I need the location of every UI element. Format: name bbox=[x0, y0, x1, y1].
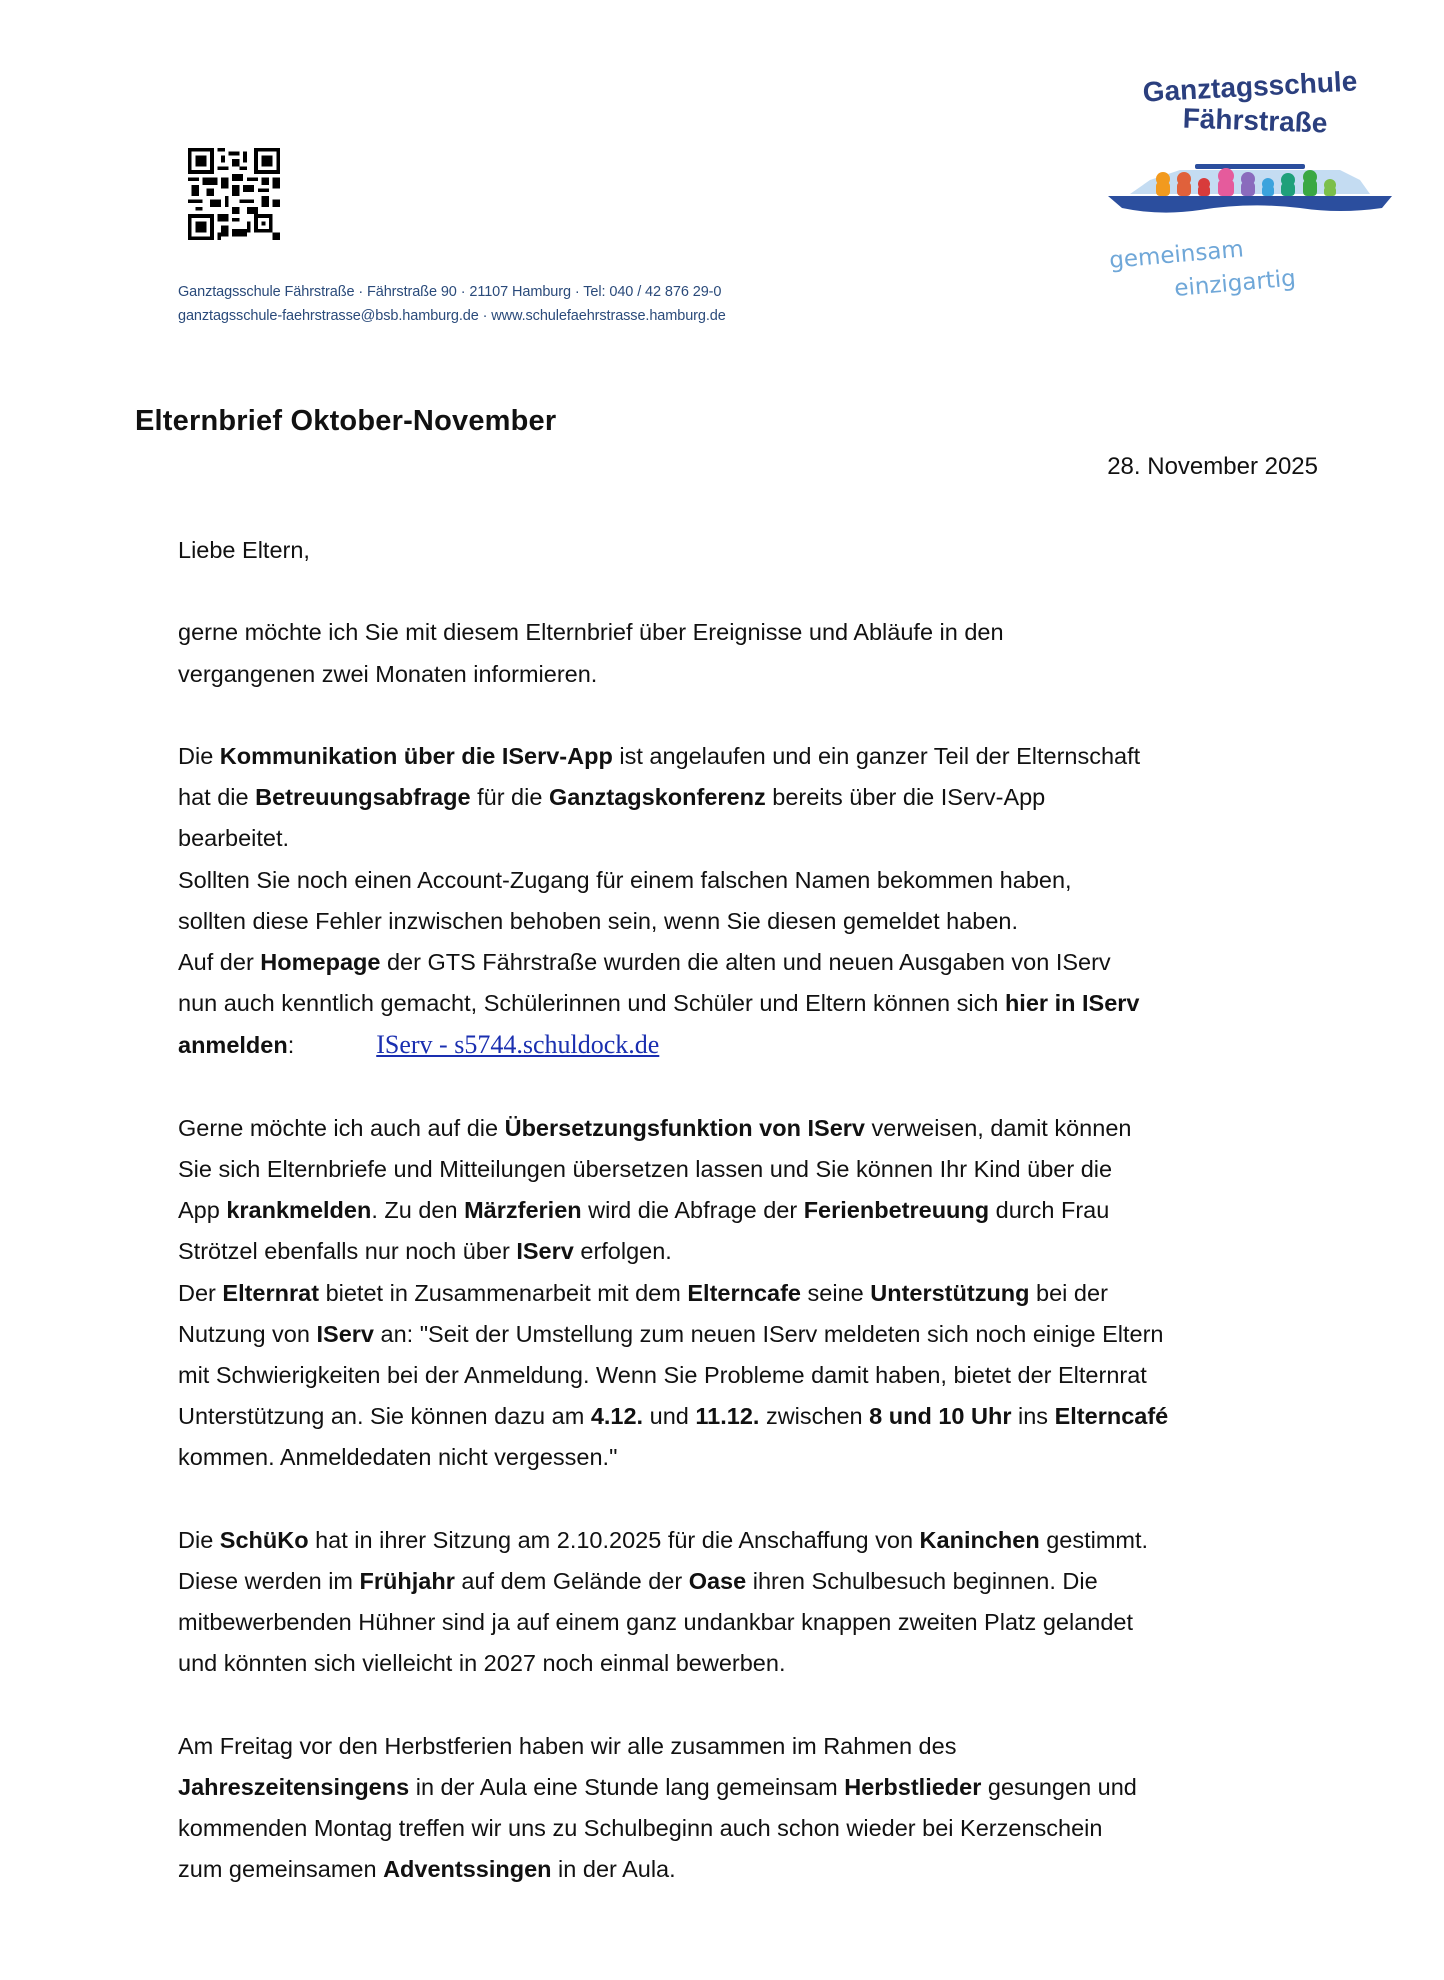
iserv-login-link[interactable]: IServ - s5744.schuldock.de bbox=[376, 1030, 660, 1060]
body-text bbox=[178, 1273, 1328, 1314]
body-text: Sollten Sie noch einen Account-Zugang für einem falschen Namen bekommen haben, bbox=[178, 866, 1072, 893]
bold-text: 8 und 10 Uhr bbox=[869, 1403, 1012, 1430]
body-text: seine bbox=[801, 1279, 871, 1306]
letter-date: 28. November 2025 bbox=[1107, 453, 1318, 480]
body-text: hat die bbox=[178, 784, 256, 811]
body-text bbox=[178, 1396, 1328, 1437]
body-text: ist angelaufen und ein ganzer Teil der Elternschaft bbox=[612, 742, 1141, 769]
svg-text:Fährstraße: Fährstraße bbox=[1182, 102, 1328, 139]
body-text: bietet in Zusammenarbeit mit dem bbox=[319, 1279, 688, 1306]
body-text bbox=[178, 1849, 1328, 1890]
body-text: an: "Seit der Umstellung zum neuen IServ meldeten sich noch einige Eltern bbox=[373, 1320, 1164, 1347]
body-text: Auf der bbox=[178, 949, 261, 975]
svg-text:einzigartig: einzigartig bbox=[1173, 265, 1297, 302]
bold-text: Betreuungsabfrage bbox=[255, 784, 471, 811]
body-text: Unterstützung an. Sie können dazu am bbox=[178, 1403, 591, 1430]
body-text: Am Freitag vor den Herbstferien haben wir alle zusammen im Rahmen des bbox=[178, 1732, 957, 1759]
body-text bbox=[178, 736, 1328, 777]
body-text bbox=[178, 777, 1328, 818]
body-text: erfolgen. bbox=[573, 1238, 672, 1265]
paragraph-iserv bbox=[178, 736, 1328, 1067]
bold-text: Märzferien bbox=[464, 1197, 582, 1224]
body-text bbox=[178, 1314, 1328, 1355]
body-text: bereits über die IServ-App bbox=[765, 784, 1046, 811]
body-text: gestimmt. bbox=[1039, 1526, 1149, 1553]
body-text: . Zu den bbox=[371, 1197, 465, 1224]
bold-text: anmelden bbox=[178, 1032, 288, 1059]
bold-text: IServ bbox=[316, 1320, 374, 1347]
bold-text: Jahreszeitensingens bbox=[178, 1774, 410, 1801]
body-text: in der Aula eine Stunde lang gemeinsam bbox=[409, 1774, 845, 1801]
body-text bbox=[178, 1520, 1328, 1561]
school-logo-icon bbox=[1100, 58, 1400, 318]
bold-text: Unterstützung bbox=[870, 1279, 1030, 1306]
bold-text: krankmelden bbox=[226, 1197, 372, 1224]
body-text: ins bbox=[1011, 1403, 1055, 1430]
body-text: in der Aula. bbox=[551, 1856, 676, 1883]
body-text: : bbox=[287, 1032, 295, 1059]
bold-text: Oase bbox=[688, 1568, 747, 1595]
bold-text: Homepage bbox=[260, 949, 381, 975]
svg-text:gemeinsam: gemeinsam bbox=[1108, 236, 1245, 274]
body-text: App bbox=[178, 1197, 227, 1224]
paragraph-singing bbox=[178, 1726, 1328, 1891]
paragraph-translation bbox=[178, 1108, 1328, 1479]
body-text: wird die Abfrage der bbox=[581, 1197, 804, 1224]
body-text: der GTS Fährstraße wurden die alten und neuen Ausgaben von IServ bbox=[380, 949, 1111, 975]
bold-text: Frühjahr bbox=[359, 1568, 455, 1595]
body-text: und könnten sich vielleicht in 2027 noch einmal bewerben. bbox=[178, 1650, 786, 1677]
body-text bbox=[178, 1561, 1328, 1602]
body-text: ihren Schulbesuch beginnen. Die bbox=[746, 1568, 1098, 1595]
paragraph-intro bbox=[178, 612, 1328, 694]
bold-text: Ganztagskonferenz bbox=[548, 784, 766, 811]
salutation: Liebe Eltern, bbox=[178, 537, 310, 563]
body-text: gerne möchte ich Sie mit diesem Elternbrief über Ereignisse und Abläufe in den bbox=[178, 619, 1004, 646]
bold-text: Übersetzungsfunktion von IServ bbox=[504, 1114, 865, 1141]
bold-text: Elterncafé bbox=[1054, 1403, 1169, 1430]
body-text: mitbewerbenden Hühner sind ja auf einem ganz undankbar knappen zweiten Platz gelandet bbox=[178, 1609, 1133, 1636]
body-text: gesungen und bbox=[981, 1774, 1137, 1801]
bold-text: SchüKo bbox=[219, 1526, 309, 1553]
paragraph-schueko bbox=[178, 1520, 1328, 1685]
body-text: Sie sich Elternbriefe und Mitteilungen übersetzen lassen und Sie können Ihr Kind über die bbox=[178, 1156, 1113, 1182]
body-text: zum gemeinsamen bbox=[178, 1856, 384, 1883]
bold-text: Adventssingen bbox=[383, 1856, 552, 1883]
body-text: für die bbox=[470, 784, 549, 811]
body-text bbox=[178, 983, 1328, 1024]
body-text bbox=[178, 1024, 1328, 1066]
body-text: Nutzung von bbox=[178, 1320, 317, 1347]
body-text: kommen. Anmeldedaten nicht vergessen." bbox=[178, 1444, 618, 1471]
body-text: vergangenen zwei Monaten informieren. bbox=[178, 660, 598, 687]
body-text bbox=[178, 942, 1328, 983]
body-text: Gerne möchte ich auch auf die bbox=[178, 1114, 505, 1141]
body-text: Der bbox=[178, 1279, 223, 1306]
body-text: kommenden Montag treffen wir uns zu Schulbeginn auch schon wieder bei Kerzenschein bbox=[178, 1815, 1103, 1842]
bold-text: Ferienbetreuung bbox=[803, 1197, 990, 1224]
body-text bbox=[178, 1231, 1328, 1272]
body-text: bei der bbox=[1029, 1279, 1108, 1306]
body-text: sollten diese Fehler inzwischen behoben sein, wenn Sie diesen gemeldet haben. bbox=[178, 907, 1019, 934]
bold-text: 4.12. bbox=[590, 1403, 644, 1430]
letter-body bbox=[178, 530, 1328, 1891]
body-text: und bbox=[643, 1403, 696, 1430]
page-title: Elternbrief Oktober-November bbox=[135, 405, 557, 437]
svg-text:Ganztagsschule: Ganztagsschule bbox=[1141, 65, 1358, 108]
body-text: Strötzel ebenfalls nur noch über bbox=[178, 1238, 517, 1265]
body-text: Die bbox=[178, 1526, 220, 1553]
body-text: durch Frau bbox=[989, 1197, 1110, 1224]
body-text bbox=[178, 1108, 1328, 1149]
qr-code-icon bbox=[188, 148, 280, 240]
body-text: verweisen, damit können bbox=[864, 1114, 1132, 1141]
body-text: bearbeitet. bbox=[178, 825, 290, 852]
school-address-block bbox=[178, 280, 726, 328]
body-text: hat in ihrer Sitzung am 2.10.2025 für die Anschaffung von bbox=[308, 1526, 920, 1553]
bold-text: Elterncafe bbox=[687, 1279, 801, 1306]
bold-text: Elternrat bbox=[222, 1279, 320, 1306]
body-text: mit Schwierigkeiten bei der Anmeldung. Wenn Sie Probleme damit haben, bietet der Elternrat bbox=[178, 1362, 1147, 1389]
bold-text: Kaninchen bbox=[919, 1526, 1040, 1553]
body-text: Diese werden im bbox=[178, 1568, 360, 1595]
body-text: Die bbox=[178, 742, 220, 769]
bold-text: hier in IServ bbox=[1004, 990, 1140, 1017]
body-text: nun auch kenntlich gemacht, Schülerinnen und Schüler und Eltern können sich bbox=[178, 990, 1005, 1017]
contact-line: ganztagsschule-faehrstrasse@bsb.hamburg.de · www.schulefaehrstrasse.hamburg.de bbox=[178, 308, 726, 324]
address-line: Ganztagsschule Fährstraße · Fährstraße 90 · 21107 Hamburg · Tel: 040 / 42 876 29-0 bbox=[178, 284, 722, 300]
body-text: auf dem Gelände der bbox=[454, 1568, 689, 1595]
bold-text: Kommunikation über die IServ-App bbox=[219, 742, 613, 769]
bold-text: Herbstlieder bbox=[844, 1774, 982, 1801]
body-text bbox=[178, 1190, 1328, 1231]
bold-text: 11.12. bbox=[695, 1403, 760, 1430]
body-text: zwischen bbox=[759, 1403, 870, 1430]
body-text bbox=[178, 1767, 1328, 1808]
bold-text: IServ bbox=[516, 1238, 574, 1265]
